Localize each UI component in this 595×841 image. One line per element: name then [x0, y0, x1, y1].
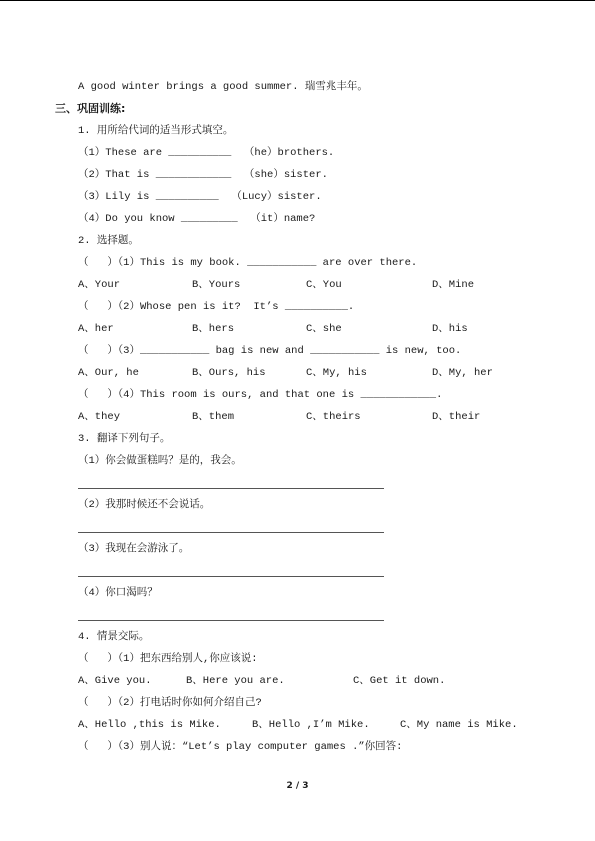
q4-stem: （ ）（3）别人说：“Let’s play computer games .”你回答:	[78, 741, 403, 753]
q2-option-d: D、their	[432, 411, 481, 423]
q2-option-c: C、she	[306, 323, 342, 335]
q4-option-a: A、Hello ,this is Mike.	[78, 719, 221, 731]
q2-option-c: C、My, his	[306, 367, 367, 379]
proverb: A good winter brings a good summer. 瑞雪兆丰年。	[78, 81, 368, 93]
q4-stem: （ ）（1）把东西给别人,你应该说:	[78, 653, 258, 665]
q4-option-c: C、My name is Mike.	[400, 719, 518, 731]
q3-item: （2）我那时候还不会说话。	[78, 499, 211, 511]
q2-option-a: A、Your	[78, 279, 121, 291]
q4-option-c: C、Get it down.	[353, 675, 446, 687]
q2-title: 2. 选择题。	[78, 235, 139, 247]
q2-option-d: D、My, her	[432, 367, 493, 379]
q3-item: （3）我现在会游泳了。	[78, 543, 190, 555]
answer-line	[78, 532, 384, 533]
q2-option-b: B、Ours, his	[192, 367, 266, 379]
q2-stem: （ ）（2）Whose pen is it? It’s __________.	[78, 301, 355, 313]
q2-option-d: D、Mine	[432, 279, 475, 291]
answer-line	[78, 488, 384, 489]
q1-item: （1）These are __________ （he）brothers.	[78, 147, 335, 159]
q1-item: （3）Lily is __________ （Lucy）sister.	[78, 191, 322, 203]
q2-option-c: C、You	[306, 279, 342, 291]
q3-item: （4）你口渴吗？	[78, 587, 158, 599]
q2-option-a: A、her	[78, 323, 114, 335]
answer-line	[78, 620, 384, 621]
q2-option-a: A、Our, he	[78, 367, 139, 379]
q2-option-b: B、them	[192, 411, 235, 423]
page-number: 2 / 3	[286, 781, 309, 791]
q2-stem: （ ）（3）___________ bag is new and ___________ is new, too.	[78, 345, 462, 357]
q4-option-b: B、Hello ,I’m Mike.	[252, 719, 370, 731]
q2-option-b: B、Yours	[192, 279, 241, 291]
top-rule	[0, 0, 595, 1]
q1-item: （4）Do you know _________ （it）name?	[78, 213, 316, 225]
q2-stem: （ ）（4）This room is ours, and that one is ____________.	[78, 389, 443, 401]
q4-option-b: B、Here you are.	[186, 675, 285, 687]
q4-title: 4. 情景交际。	[78, 631, 150, 643]
q2-option-d: D、his	[432, 323, 468, 335]
q2-option-c: C、theirs	[306, 411, 361, 423]
q4-option-a: A、Give you.	[78, 675, 152, 687]
q3-item: （1）你会做蛋糕吗？是的，我会。	[78, 455, 242, 467]
q2-option-a: A、they	[78, 411, 121, 423]
q1-title: 1. 用所给代词的适当形式填空。	[78, 125, 234, 137]
q2-stem: （ ）（1）This is my book. ___________ are over there.	[78, 257, 418, 269]
q2-option-b: B、hers	[192, 323, 235, 335]
answer-line	[78, 576, 384, 577]
q1-item: （2）That is ____________ （she）sister.	[78, 169, 328, 181]
section-heading: 三、巩固训练:	[55, 102, 126, 115]
q3-title: 3. 翻译下列句子。	[78, 433, 171, 445]
q4-stem: （ ）（2）打电话时你如何介绍自己?	[78, 697, 262, 709]
